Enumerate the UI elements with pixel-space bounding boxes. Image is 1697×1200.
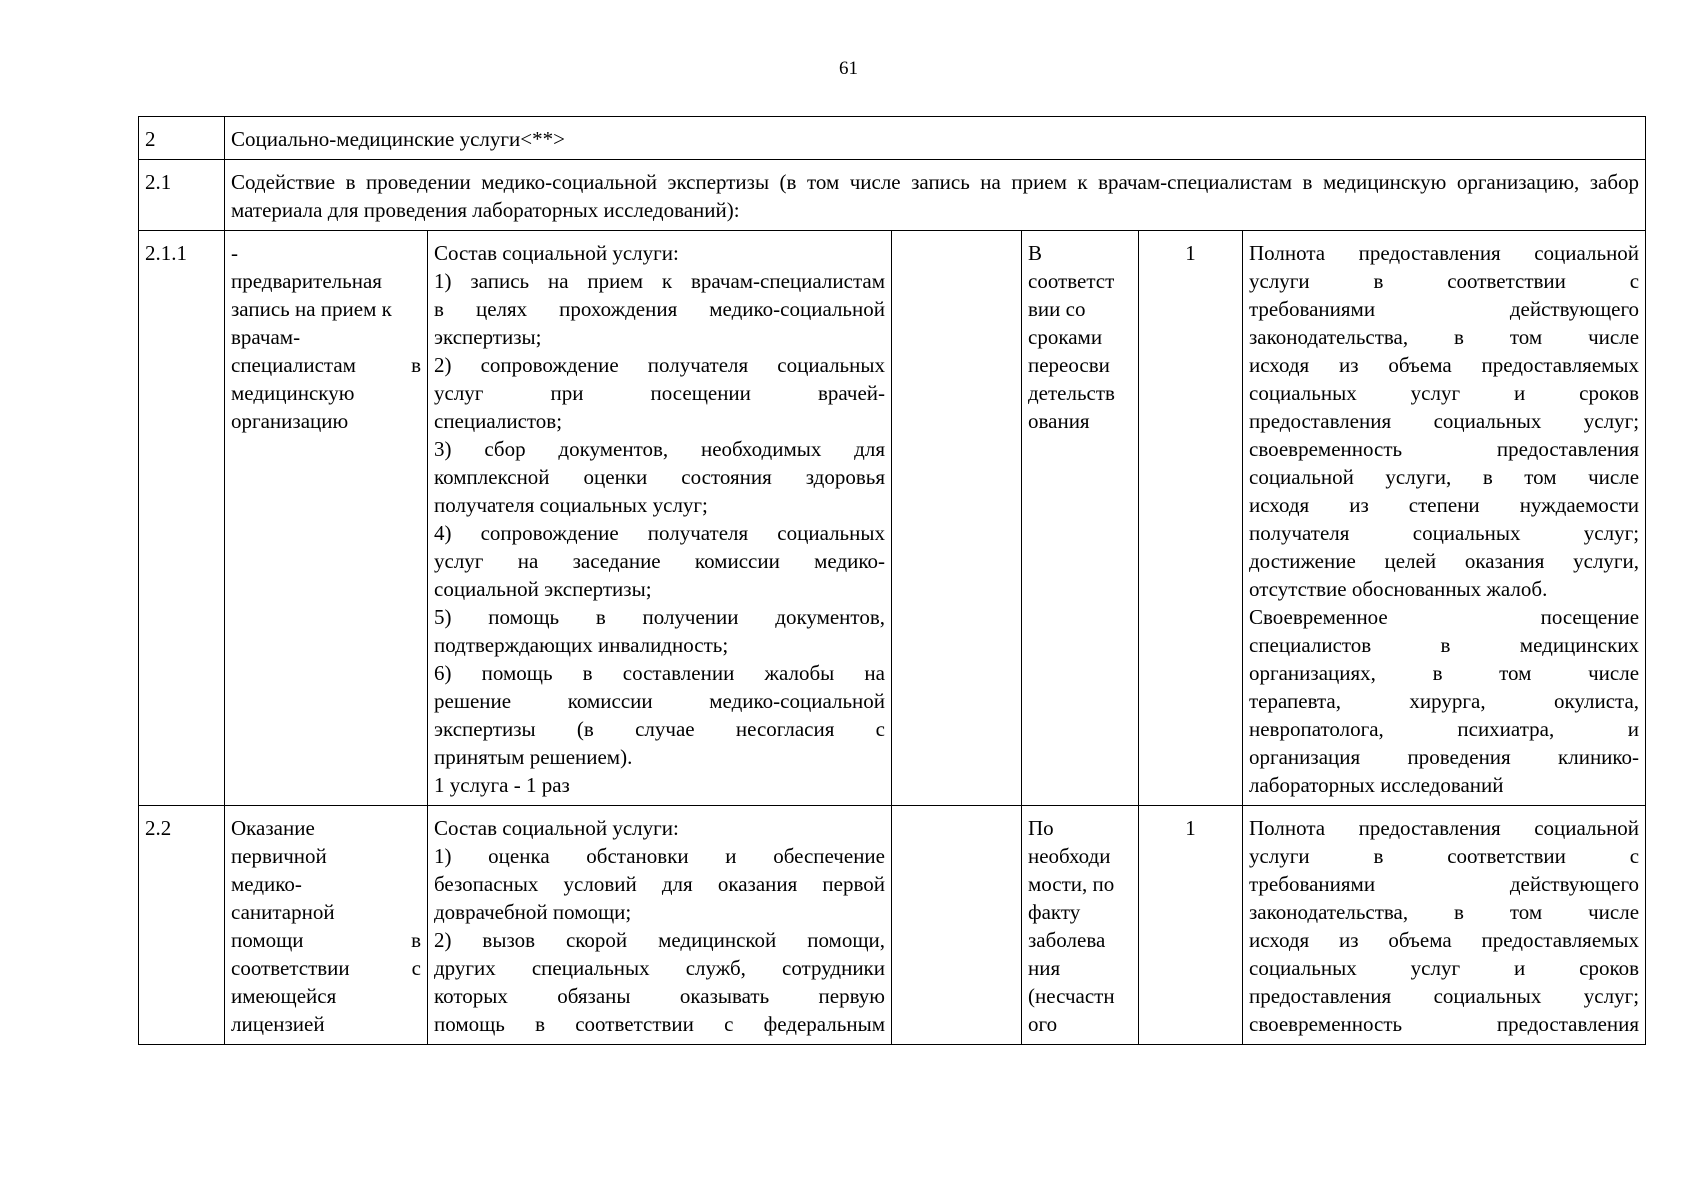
text-line: предоставления социальных услуг;	[1249, 984, 1640, 1008]
text-line: 4) сопровождение получателя социальных	[434, 521, 885, 545]
text-line: (несчастн	[1028, 984, 1115, 1008]
text-line: 3) сбор документов, необходимых для	[434, 437, 885, 461]
text-line: принятым решением).	[434, 745, 633, 769]
text-line: решение комиссии медико-социальной	[434, 689, 885, 713]
text-line: услуги в соответствии с	[1249, 844, 1640, 868]
text-line: которых обязаны оказывать первую	[434, 984, 885, 1008]
services-table	[138, 116, 1646, 1045]
text-line: ого	[1028, 1012, 1058, 1036]
text-line: требованиями действующего	[1249, 872, 1640, 896]
text-line: санитарной	[231, 900, 335, 924]
text-line: Полнота предоставления социальной	[1249, 816, 1640, 840]
text-line: услуги в соответствии с	[1249, 269, 1640, 293]
text-line: соответст	[1028, 269, 1115, 293]
text-line: ния	[1028, 956, 1061, 980]
text-line: исходя из степени нуждаемости	[1249, 493, 1640, 517]
text-line: По	[1028, 816, 1054, 840]
text-line: сроками	[1028, 325, 1103, 349]
text-line: -	[231, 241, 238, 265]
text-line: своевременность предоставления	[1249, 437, 1640, 461]
service-content	[428, 806, 892, 1045]
service-row-2-2	[139, 806, 1646, 1045]
text-line: Состав социальной услуги:	[434, 816, 679, 840]
text-line: первичной	[231, 844, 327, 868]
text-line: 1) оценка обстановки и обеспечение	[434, 844, 885, 868]
text-line: организация проведения клинико-	[1249, 745, 1640, 769]
text-line: Состав социальной услуги:	[434, 241, 679, 265]
text-line: вии со	[1028, 297, 1086, 321]
text-line: исходя из объема предоставляемых	[1249, 353, 1640, 377]
text-line: детельств	[1028, 381, 1115, 405]
section-number: 2	[139, 117, 225, 160]
text-line: социальной экспертизы;	[434, 577, 652, 601]
text-line: своевременность предоставления	[1249, 1012, 1640, 1036]
text-line: лабораторных исследований	[1249, 773, 1504, 797]
text-line: получателя социальных услуг;	[434, 493, 708, 517]
row-number: 2.2	[139, 806, 225, 1045]
text-line: терапевта, хирурга, окулиста,	[1249, 689, 1640, 713]
text-line: факту	[1028, 900, 1081, 924]
service-name	[225, 231, 428, 806]
text-line: исходя из объема предоставляемых	[1249, 928, 1640, 952]
text-line: услуг на заседание комиссии медико-	[434, 549, 885, 573]
text-line: предоставления социальных услуг;	[1249, 409, 1640, 433]
text-line: помощи в	[231, 928, 421, 952]
service-content	[428, 231, 892, 806]
text-line: имеющейся	[231, 984, 337, 1008]
text-line: достижение целей оказания услуги,	[1249, 549, 1640, 573]
text-line: социальных услуг и сроков	[1249, 381, 1640, 405]
page-number: 61	[839, 58, 858, 79]
subsection-title: Содействие в проведении медико-социальной экспертизы (в том числе запись на прием к врачам-специалистам в медицинскую организацию, забор материала для проведения лабораторных исследований):	[225, 160, 1646, 231]
text-line: доврачебной помощи;	[434, 900, 632, 924]
text-line: специалистов в медицинских	[1249, 633, 1640, 657]
text-line: экспертизы (в случае несогласия с	[434, 717, 885, 741]
text-line: предварительная	[231, 269, 382, 293]
text-line: соответствии с	[231, 956, 421, 980]
text-line: 2) сопровождение получателя социальных	[434, 353, 885, 377]
text-line: 5) помощь в получении документов,	[434, 605, 885, 629]
service-name	[225, 806, 428, 1045]
text-line: экспертизы;	[434, 325, 542, 349]
text-line: Своевременное посещение	[1249, 605, 1640, 629]
text-line: организациях, в том числе	[1249, 661, 1640, 685]
text-line: медицинскую	[231, 381, 355, 405]
service-count: 1	[1139, 806, 1243, 1045]
text-line: Оказание	[231, 816, 315, 840]
text-line: необходи	[1028, 844, 1111, 868]
subsection-number: 2.1	[139, 160, 225, 231]
service-row-2-1-1	[139, 231, 1646, 806]
text-line: 1) запись на прием к врачам-специалистам	[434, 269, 885, 293]
text-line: мости, по	[1028, 872, 1115, 896]
text-line: специалистам в	[231, 353, 421, 377]
text-line: В	[1028, 241, 1043, 265]
text-line: медико-	[231, 872, 302, 896]
service-timing	[1022, 231, 1139, 806]
text-line: ования	[1028, 409, 1090, 433]
text-line: Полнота предоставления социальной	[1249, 241, 1640, 265]
subsection-row	[139, 160, 1646, 231]
text-line: социальных услуг и сроков	[1249, 956, 1640, 980]
quality-criteria	[1243, 231, 1646, 806]
text-line: получателя социальных услуг;	[1249, 521, 1640, 545]
text-line: безопасных условий для оказания первой	[434, 872, 885, 896]
text-line: помощь в соответствии с федеральным	[434, 1012, 885, 1036]
empty-cell	[892, 806, 1022, 1045]
text-line: законодательства, в том числе	[1249, 325, 1640, 349]
service-count: 1	[1139, 231, 1243, 806]
section-row	[139, 117, 1646, 160]
text-line: отсутствие обоснованных жалоб.	[1249, 577, 1548, 601]
text-line: услуг при посещении врачей-	[434, 381, 885, 405]
text-line: комплексной оценки состояния здоровья	[434, 465, 885, 489]
text-line: требованиями действующего	[1249, 297, 1640, 321]
text-line: других специальных служб, сотрудники	[434, 956, 885, 980]
section-title: Социально-медицинские услуги<**>	[225, 117, 1646, 160]
text-line: врачам-	[231, 325, 301, 349]
text-line: организацию	[231, 409, 349, 433]
text-line: переосви	[1028, 353, 1110, 377]
service-timing	[1022, 806, 1139, 1045]
text-line: подтверждающих инвалидность;	[434, 633, 729, 657]
text-line: законодательства, в том числе	[1249, 900, 1640, 924]
text-line: невропатолога, психиатра, и	[1249, 717, 1640, 741]
text-line: социальной услуги, в том числе	[1249, 465, 1640, 489]
text-line: запись на прием к	[231, 297, 392, 321]
text-line: специалистов;	[434, 409, 563, 433]
empty-cell	[892, 231, 1022, 806]
text-line: 2) вызов скорой медицинской помощи,	[434, 928, 885, 952]
text-line: лицензией	[231, 1012, 325, 1036]
text-line: заболева	[1028, 928, 1106, 952]
text-line: 1 услуга - 1 раз	[434, 773, 570, 797]
row-number: 2.1.1	[139, 231, 225, 806]
text-line: в целях прохождения медико-социальной	[434, 297, 885, 321]
quality-criteria	[1243, 806, 1646, 1045]
text-line: 6) помощь в составлении жалобы на	[434, 661, 885, 685]
